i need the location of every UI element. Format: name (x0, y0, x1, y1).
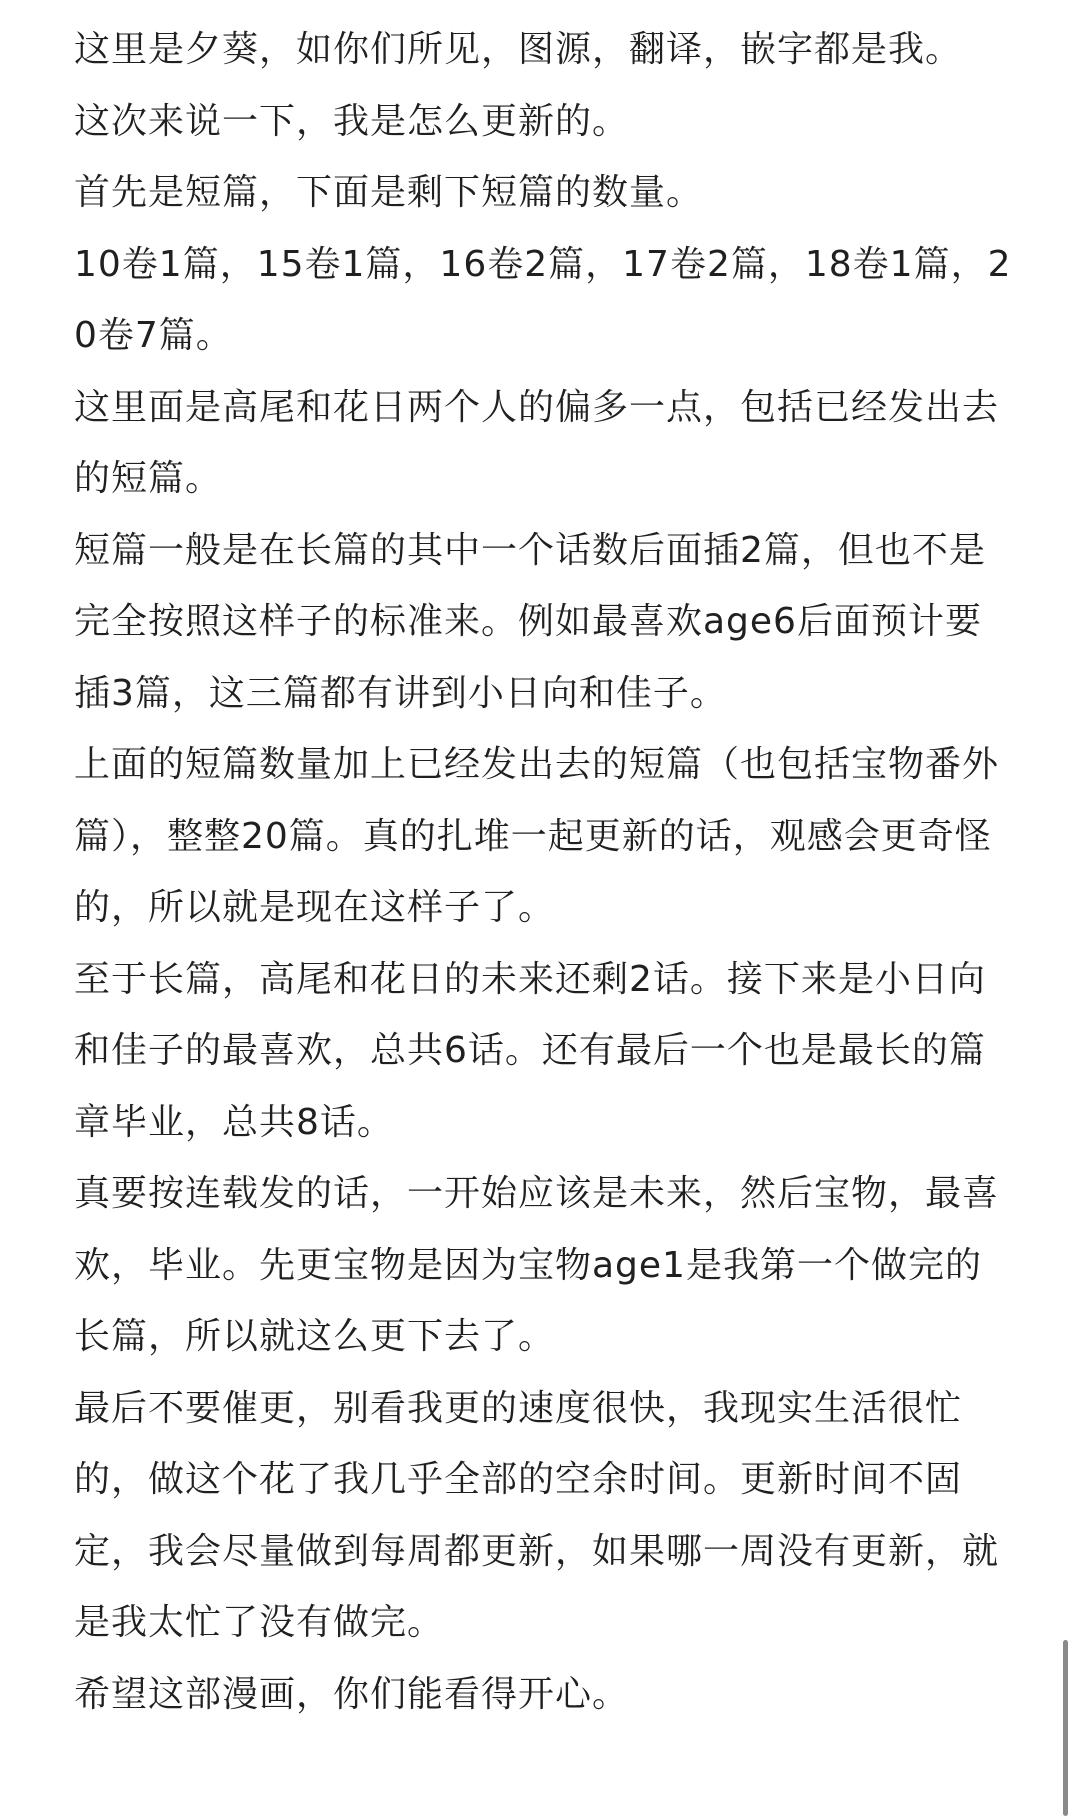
scrollbar[interactable] (1063, 1640, 1068, 1816)
paragraph-closing: 希望这部漫画，你们能看得开心。 (74, 1673, 630, 1715)
paragraph-serial-order: 真要按连载发的话，一开始应该是未来，然后宝物，最喜欢，毕业。先更宝物是因为宝物age1是我第一个做完的长篇，所以就这么更下去了。 (74, 1173, 1000, 1357)
paragraph-update-topic: 这次来说一下，我是怎么更新的。 (74, 100, 630, 142)
paragraph-characters: 这里面是高尾和花日两个人的偏多一点，包括已经发出去的短篇。 (74, 386, 1000, 499)
paragraph-total-shorts: 上面的短篇数量加上已经发出去的短篇（也包括宝物番外篇），整整20篇。真的扎堆一起更新的话，观感会更奇怪的，所以就是现在这样子了。 (74, 744, 1000, 928)
paragraph-long-stories: 至于长篇，高尾和花日的未来还剩2话。接下来是小日向和佳子的最喜欢，总共6话。还有最后一个也是最长的篇章毕业，总共8话。 (74, 958, 986, 1143)
paragraph-short-story-counts: 10卷1篇，15卷1篇，16卷2篇，17卷2篇，18卷1篇，20卷7篇。 (74, 243, 1012, 356)
paragraph-short-stories: 首先是短篇，下面是剩下短篇的数量。 (74, 172, 704, 213)
paragraph-intro: 这里是夕葵，如你们所见，图源，翻译，嵌字都是我。 (74, 29, 963, 70)
paragraph-insertion: 短篇一般是在长篇的其中一个话数后面插2篇，但也不是完全按照这样子的标准来。例如最喜欢age6后面预计要插3篇，这三篇都有讲到小日向和佳子。 (74, 529, 986, 714)
article-body (74, 14, 1014, 1730)
paragraph-no-rushing: 最后不要催更，别看我更的速度很快，我现实生活很忙的，做这个花了我几乎全部的空余时间。更新时间不固定，我会尽量做到每周都更新，如果哪一周没有更新，就是我太忙了没有做完。 (74, 1387, 1000, 1643)
